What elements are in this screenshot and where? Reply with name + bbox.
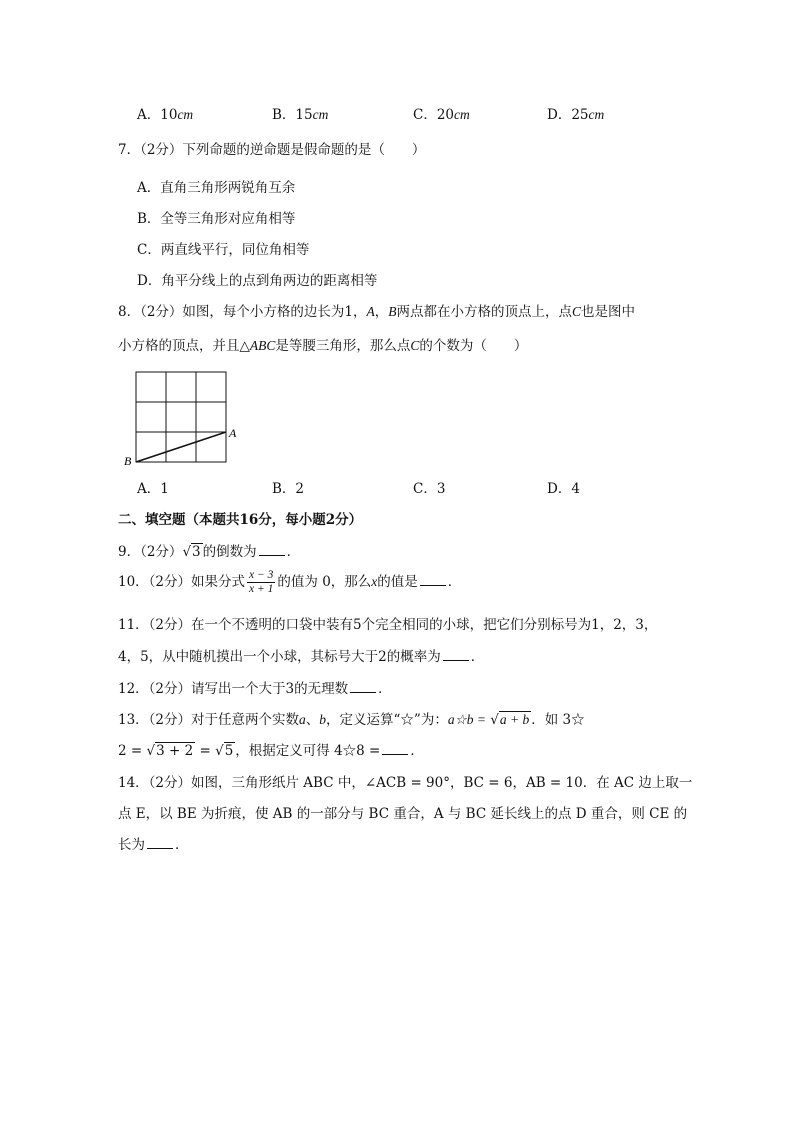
answer-blank[interactable] [350, 691, 376, 693]
q8-option-a[interactable]: A．1 [137, 481, 169, 497]
q8-grid-figure [118, 366, 258, 470]
answer-blank[interactable] [147, 847, 173, 849]
q11-line-2: 4，5，从中随机摸出一个小球，其标号大于2的概率为 ． [118, 649, 485, 665]
q6-option-c[interactable]: C．20cm [413, 107, 470, 123]
grid-border [136, 372, 226, 462]
answer-blank[interactable] [259, 554, 285, 556]
segment-ab [136, 432, 226, 462]
q13-line-2: 2 = √3 + 2 = √5 ，根据定义可得 4☆8 = ． [118, 743, 424, 759]
q14-line-3: 长为 ． [118, 837, 189, 853]
sqrt-expression: √a + b [490, 712, 530, 728]
q12: 12．（2分）请写出一个大于3的无理数 ． [118, 681, 392, 697]
q14-line-2: 点 E，以 BE 为折痕，使 AB 的一部分与 BC 重合，A 与 BC 延长线上的点 D 重合，则 CE 的 [118, 806, 688, 822]
answer-blank[interactable] [443, 659, 469, 661]
q10: 10．（2分）如果分式 $\frac{x - 3}{x + 1}$ 的值为 0，那么x的值是 ． [118, 569, 462, 595]
sqrt-expression: √5 [215, 743, 234, 759]
q14-line-1: 14．（2分）如图，三角形纸片 ABC 中，∠ACB = 90°，BC = 6，AB = 10．在 AC 边上取一 [118, 775, 693, 791]
q13-line-1: 13．（2分）对于任意两个实数a、b，定义运算“☆”为：a☆b = √a + b ．如 3☆ [118, 712, 585, 728]
q8-line-2: 小方格的顶点，并且△ABC是等腰三角形，那么点C的个数为（ ） [118, 338, 528, 354]
q9: 9．（2分）√3 的倒数为 ． [118, 544, 301, 560]
q8-line-1: 8．（2分）如图，每个小方格的边长为1，A，B两点都在小方格的顶点上，点C也是图中 [118, 304, 636, 320]
answer-blank[interactable] [382, 753, 408, 755]
q8-option-c[interactable]: C．3 [413, 481, 446, 497]
q11-line-1: 11．（2分）在一个不透明的口袋中装有5个完全相同的小球，把它们分别标号为1，2，3， [118, 617, 658, 633]
sqrt-expression: √3 + 2 [146, 743, 194, 759]
fraction: $\frac{x - 3}{x + 1}$ [249, 569, 274, 595]
q8-option-b[interactable]: B．2 [272, 481, 305, 497]
point-b-label: B [124, 454, 132, 468]
q7-stem: 7．（2分）下列命题的逆命题是假命题的是（ ） [118, 142, 426, 158]
sqrt-expression: √3 [182, 544, 201, 560]
answer-blank[interactable] [420, 584, 446, 586]
q6-option-d[interactable]: D．25cm [547, 107, 605, 123]
grid-lines [136, 372, 226, 462]
section-heading: 二、填空题（本题共16分，每小题2分） [118, 512, 363, 528]
q6-option-b[interactable]: B．15cm [272, 107, 329, 123]
q7-option-d[interactable]: D．角平分线上的点到角两边的距离相等 [137, 273, 378, 289]
q7-option-b[interactable]: B．全等三角形对应角相等 [137, 211, 296, 227]
q7-option-a[interactable]: A．直角三角形两锐角互余 [137, 180, 296, 196]
q6-option-a[interactable]: A．10cm [137, 107, 194, 123]
point-a-label: A [229, 426, 237, 440]
q7-option-c[interactable]: C．两直线平行，同位角相等 [137, 242, 310, 258]
q8-option-d[interactable]: D．4 [547, 481, 580, 497]
